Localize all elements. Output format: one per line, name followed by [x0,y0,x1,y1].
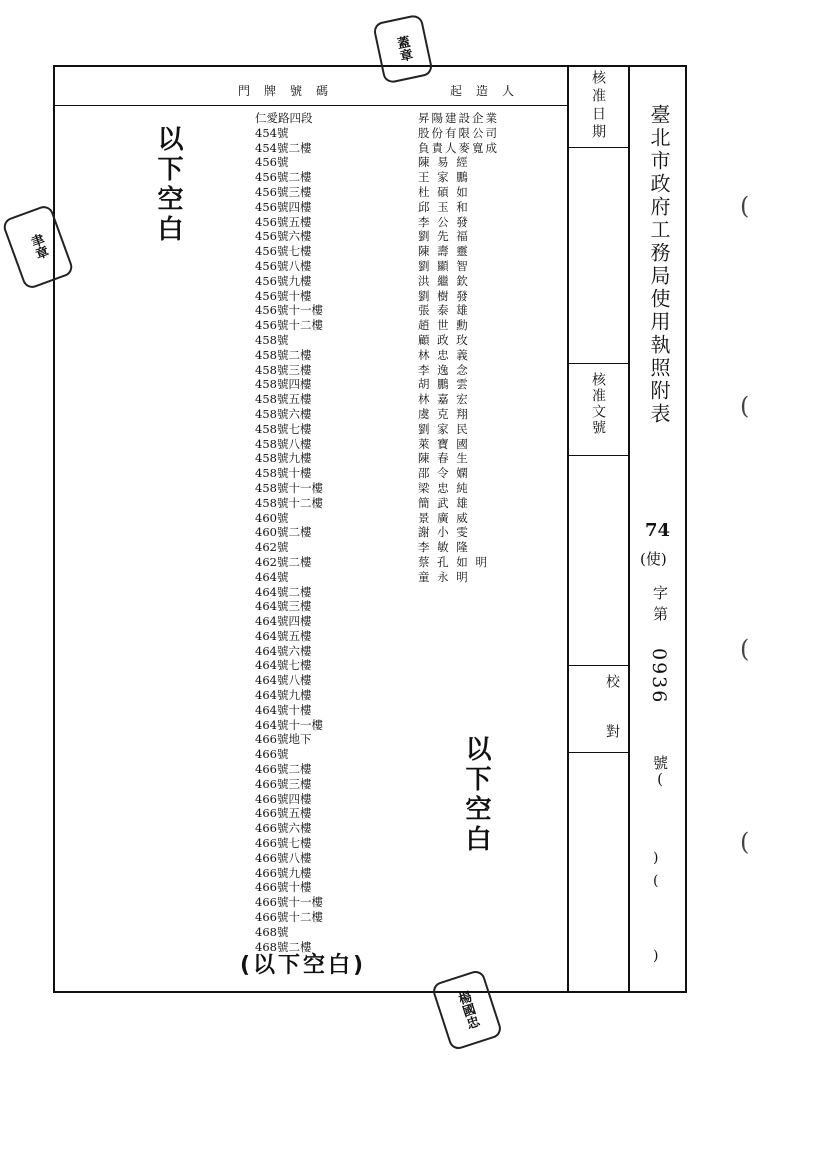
builders-row: 趙 世 勳 [418,318,470,333]
builders-row: 林 嘉 宏 [418,392,470,407]
right-rule-1 [569,147,628,148]
addresses-row: 464號九樓 [255,688,312,703]
addresses-row: 466號三樓 [255,776,312,791]
addresses-row: 456號七樓 [255,244,312,259]
builders-row: 梁 忠 純 [418,480,470,495]
builders-row: 張 泰 雄 [418,303,470,318]
seal-stamp-top-text: 蓋章 [392,34,414,64]
addresses-row: 456號十二樓 [255,318,323,333]
addresses-row: 466號八樓 [255,850,312,865]
blank-note-bottom: (以下空白) [240,953,367,978]
addresses-row: 458號五樓 [255,392,312,407]
right-rule-4 [569,665,628,666]
addresses-row: 466號十二樓 [255,910,323,925]
addresses-row: 464號二樓 [255,584,312,599]
addresses-row: 454號二樓 [255,140,312,155]
divider-main [567,65,569,993]
addresses-row: 468號 [255,924,289,939]
addresses-row: 456號十樓 [255,288,312,303]
addresses-row: 464號八樓 [255,673,312,688]
addresses-row: 458號二樓 [255,347,312,362]
header-address: 門牌號碼 [238,84,343,98]
addresses-row: 464號五樓 [255,628,312,643]
addresses-row: 466號十一樓 [255,895,323,910]
builders-row: 陳 春 生 [418,451,470,466]
paren-mark-3: ) [653,948,659,964]
addresses-row: 458號四樓 [255,377,312,392]
addresses-row: 464號十樓 [255,702,312,717]
addresses-row: 466號六樓 [255,821,312,836]
addresses-row: 454號 [255,125,289,140]
addresses-row: 466號五樓 [255,806,312,821]
builders-row: 李 逸 念 [418,362,470,377]
addresses-row: 464號四樓 [255,614,312,629]
approve-doc-label: 核准文號 [590,372,606,436]
builders-row: 劉 樹 發 [418,288,470,303]
builders-row: 陳 易 經 [418,155,470,170]
builders-row: 邱 玉 和 [418,199,470,214]
addresses-row: 468號二樓 [255,939,312,954]
builders-row: 萊 寶 國 [418,436,470,451]
addresses-row: 456號六樓 [255,229,312,244]
blank-note-left: 以下空白 [153,125,183,245]
right-rule-3 [569,455,628,456]
addresses-row: 458號六樓 [255,406,312,421]
builders-row: 負責人麥寬成 [418,140,499,155]
paren-mark-2: ( [653,873,659,889]
builders-row: 邵 令 嫻 [418,466,470,481]
addresses-row: 458號十二樓 [255,495,323,510]
addresses-row: 462號 [255,540,289,555]
right-rule-2 [569,363,628,364]
builders-row: 李 公 發 [418,214,470,229]
addresses-row: 仁愛路四段 [255,111,313,125]
addresses-row: 466號 [255,747,289,762]
margin-mark-2: ( [740,392,750,420]
addresses-row: 456號九樓 [255,273,312,288]
header-rule [55,105,567,106]
builders-row: 杜 碩 如 [418,184,470,199]
approve-date-label: 核准日期 [590,70,606,142]
addresses-row: 462號二樓 [255,554,312,569]
addresses-row: 458號十一樓 [255,480,323,495]
margin-mark-4: ( [740,828,750,856]
addresses-row: 466號九樓 [255,865,312,880]
builders-row: 林 忠 義 [418,347,470,362]
seal-stamp-bottom-text: 楊國忠 [453,989,481,1031]
builders-row: 虞 克 翔 [418,406,470,421]
address-list [255,111,405,954]
addresses-row: 456號二樓 [255,170,312,185]
divider-title [628,65,630,993]
builders-row: 劉 先 福 [418,229,470,244]
addresses-row: 458號十樓 [255,466,312,481]
addresses-row: 466號二樓 [255,762,312,777]
addresses-row: 458號九樓 [255,451,312,466]
builders-row: 景 廣 威 [418,510,470,525]
addresses-row: 458號七樓 [255,421,312,436]
addresses-row: 466號十樓 [255,880,312,895]
hao-label: 號( [651,755,669,788]
proofread-text: 校對 [604,674,620,774]
blank-note-middle: 以下空白 [461,735,491,855]
proofread-label [586,674,620,774]
builders-row: 簡 武 雄 [418,495,470,510]
builders-row: 劉 家 民 [418,421,470,436]
margin-mark-1: ( [740,192,750,220]
addresses-row: 456號 [255,155,289,170]
builders-row: 洪 繼 欽 [418,273,470,288]
builders-row: 劉 顯 智 [418,258,470,273]
addresses-row: 460號 [255,510,289,525]
builders-row: 蔡 孔 如 明 [418,554,489,569]
builders-row: 胡 鵬 雲 [418,377,470,392]
builders-row: 李 敏 隆 [418,540,470,555]
serial-number: 0936 [648,648,670,705]
addresses-row: 466號七樓 [255,836,312,851]
addresses-row: 466號四樓 [255,791,312,806]
seal-stamp-left-text: 聿章 [26,232,50,262]
header-builder: 起造人 [450,84,529,98]
doc-type: (使) [640,550,667,568]
addresses-row: 458號八樓 [255,436,312,451]
addresses-row: 456號三樓 [255,184,312,199]
builders-row: 股份有限公司 [418,125,499,140]
paren-mark-1: ) [653,850,659,866]
addresses-row: 464號 [255,569,289,584]
form-title: 臺北市政府工務局使用執照附表 [647,104,671,426]
builders-row: 王 家 鵬 [418,170,470,185]
addresses-row: 458號三樓 [255,362,312,377]
builders-row: 謝 小 雯 [418,525,470,540]
addresses-row: 458號 [255,332,289,347]
addresses-row: 456號四樓 [255,199,312,214]
builders-row: 童 永 明 [418,569,470,584]
addresses-row: 464號七樓 [255,658,312,673]
doc-number: 74 [645,520,671,541]
builders-row: 顧 政 玫 [418,332,470,347]
addresses-row: 464號十一樓 [255,717,323,732]
addresses-row: 456號五樓 [255,214,312,229]
addresses-row: 466號地下 [255,732,312,747]
addresses-row: 464號三樓 [255,599,312,614]
addresses-row: 456號八樓 [255,258,312,273]
builders-row: 陳 壽 靈 [418,244,470,259]
addresses-row: 464號六樓 [255,643,312,658]
builders-row: 昇陽建設企業 [418,111,499,125]
addresses-row: 460號二樓 [255,525,312,540]
addresses-row: 456號十一樓 [255,303,323,318]
char-label: 字第 [651,585,669,627]
builder-list [418,111,528,585]
margin-mark-3: ( [740,635,750,663]
